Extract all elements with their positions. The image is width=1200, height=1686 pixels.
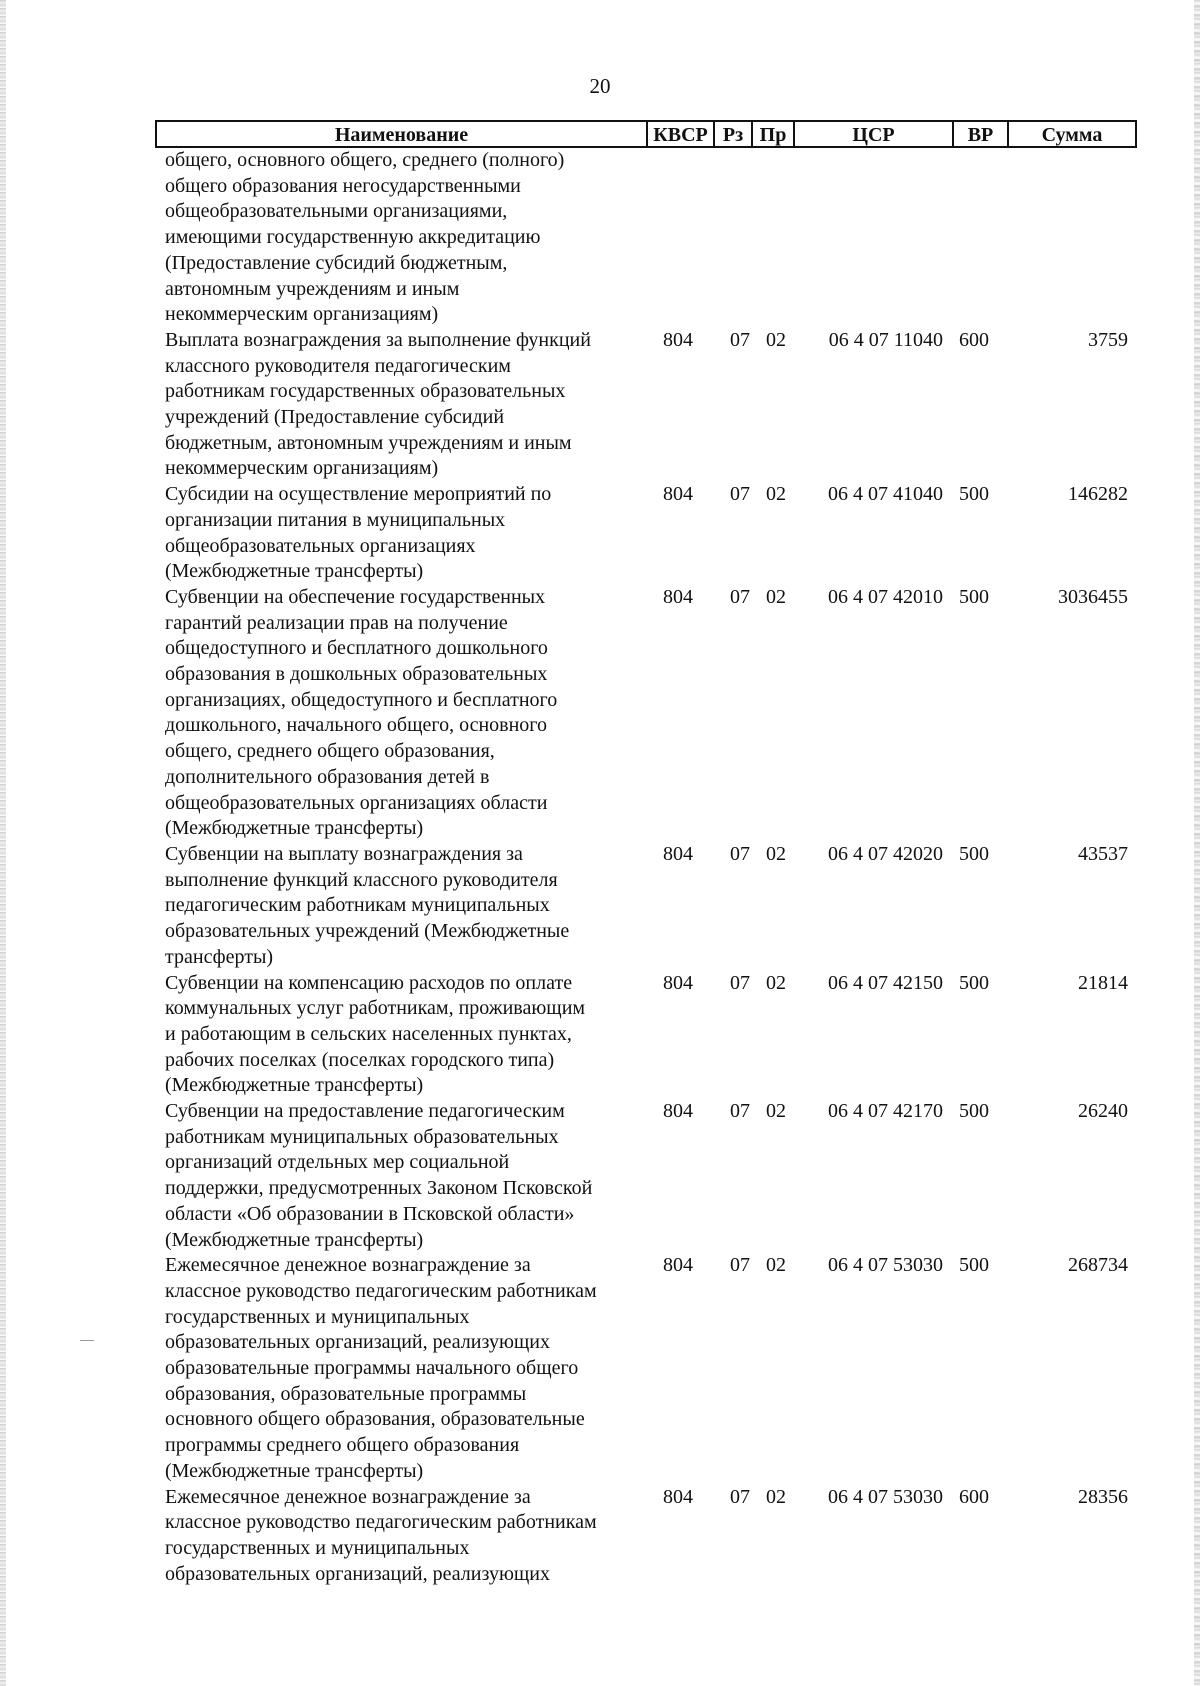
name-line: классного руководителя педагогическим — [165, 354, 511, 377]
cell-kvsr: 804 — [663, 1100, 693, 1123]
name-line: основного общего образования, образовательные — [165, 1408, 585, 1431]
name-line: общеобразовательных организациях — [165, 534, 476, 557]
table-row — [156, 328, 1136, 482]
name-line: общего, основного общего, среднего (полного) — [165, 149, 565, 171]
name-line: Выплата вознаграждения за выполнение функций — [165, 328, 591, 351]
cell-sum: 146282 — [1068, 483, 1128, 506]
cell-name — [156, 585, 647, 842]
cell-vr: 600 — [959, 328, 989, 351]
cell-name — [156, 328, 647, 482]
cell-pr: 02 — [766, 1254, 786, 1277]
cell-kvsr: 804 — [663, 842, 693, 865]
scan-edge-left — [0, 0, 6, 1686]
name-line: работникам муниципальных образовательных — [165, 1125, 559, 1148]
name-line: выполнение функций классного руководителя — [165, 868, 558, 891]
cell-kvsr — [647, 147, 714, 328]
cell-sum: 3036455 — [1058, 585, 1128, 608]
cell-vr: 500 — [959, 971, 989, 994]
table-header — [156, 121, 1136, 147]
name-line: поддержки, предусмотренных Законом Псковской — [165, 1177, 593, 1200]
name-line: образовательных учреждений (Межбюджетные — [165, 920, 570, 943]
name-line: Ежемесячное денежное вознаграждение за — [165, 1254, 531, 1277]
header-pr: Пр — [752, 121, 794, 147]
name-line: бюджетным, автономным учреждениям и иным — [165, 431, 572, 454]
cell-csr: 06 4 07 41040 — [828, 483, 943, 506]
cell-rz: 07 — [730, 1485, 750, 1508]
cell-rz: 07 — [730, 1100, 750, 1123]
cell-pr: 02 — [766, 971, 786, 994]
header-csr: ЦСР — [794, 121, 953, 147]
table-row — [156, 971, 1136, 1100]
name-line: рабочих поселках (поселках городского типа) — [165, 1048, 555, 1071]
table-row — [156, 842, 1136, 971]
cell-kvsr: 804 — [663, 585, 693, 608]
name-line: общеобразовательными организациями, — [165, 200, 508, 223]
name-line: и работающим в сельских населенных пунктах, — [165, 1022, 572, 1045]
name-line: организаций отдельных мер социальной — [165, 1151, 510, 1174]
name-line: (Межбюджетные трансферты) — [165, 560, 424, 583]
header-kvsr: КВСР — [647, 121, 714, 147]
cell-csr: 06 4 07 42170 — [828, 1100, 943, 1123]
name-line: коммунальных услуг работникам, проживающим — [165, 997, 586, 1020]
name-line: программы среднего общего образования — [165, 1434, 520, 1457]
table-row — [156, 1099, 1136, 1253]
name-line: педагогическим работникам муниципальных — [165, 894, 550, 917]
cell-vr: 500 — [959, 483, 989, 506]
cell-vr: 500 — [959, 842, 989, 865]
cell-sum: 43537 — [1078, 842, 1128, 865]
cell-csr — [794, 147, 953, 328]
name-line: образовательных организаций, реализующих — [165, 1331, 550, 1354]
cell-pr: 02 — [766, 1485, 786, 1508]
cell-kvsr: 804 — [663, 328, 693, 351]
cell-kvsr: 804 — [663, 483, 693, 506]
name-line: области «Об образовании в Псковской области» — [165, 1202, 575, 1225]
cell-csr: 06 4 07 42020 — [828, 842, 943, 865]
cell-vr: 500 — [959, 1100, 989, 1123]
name-line: образования, образовательные программы — [165, 1382, 527, 1405]
name-line: общего, среднего общего образования, — [165, 740, 495, 763]
cell-sum: 26240 — [1078, 1100, 1128, 1123]
name-line: трансферты) — [165, 945, 274, 968]
page-number: 20 — [589, 74, 611, 98]
table-row — [156, 147, 1136, 328]
name-line: (Межбюджетные трансферты) — [165, 1074, 424, 1097]
cell-name — [156, 1485, 647, 1588]
name-line: общеобразовательных организациях области — [165, 791, 548, 814]
table-row — [156, 1253, 1136, 1484]
name-line: Ежемесячное денежное вознаграждение за — [165, 1485, 531, 1508]
name-line: работникам государственных образовательных — [165, 380, 566, 403]
name-line: дошкольного, начального общего, основного — [165, 714, 548, 737]
name-line: образовательные программы начального общего — [165, 1357, 579, 1380]
cell-vr: 500 — [959, 1254, 989, 1277]
cell-csr: 06 4 07 53030 — [828, 1254, 943, 1277]
name-line: (Предоставление субсидий бюджетным, — [165, 251, 508, 274]
name-line: организации питания в муниципальных — [165, 508, 506, 531]
cell-csr: 06 4 07 42150 — [828, 971, 943, 994]
table-row — [156, 585, 1136, 842]
table-row — [156, 1485, 1136, 1588]
header-name: Наименование — [156, 121, 647, 147]
name-line: (Межбюджетные трансферты) — [165, 1228, 424, 1251]
cell-rz: 07 — [730, 585, 750, 608]
name-line: (Межбюджетные трансферты) — [165, 817, 424, 840]
cell-vr — [953, 147, 1008, 328]
name-line: Субвенции на компенсацию расходов по оплате — [165, 971, 573, 994]
cell-pr: 02 — [766, 328, 786, 351]
name-line: гарантий реализации прав на получение — [165, 611, 508, 634]
cell-pr: 02 — [766, 483, 786, 506]
name-line: Субсидии на осуществление мероприятий по — [165, 483, 552, 506]
cell-name — [156, 1099, 647, 1253]
name-line: Субвенции на обеспечение государственных — [165, 585, 546, 608]
cell-vr: 600 — [959, 1485, 989, 1508]
name-line: учреждений (Предоставление субсидий — [165, 406, 505, 429]
cell-kvsr: 804 — [663, 1485, 693, 1508]
name-line: Субвенции на выплату вознаграждения за — [165, 842, 523, 865]
name-line: (Межбюджетные трансферты) — [165, 1459, 424, 1482]
table-body — [156, 147, 1136, 1587]
name-line: классное руководство педагогическим работникам — [165, 1279, 597, 1302]
cell-rz: 07 — [730, 842, 750, 865]
header-rz: Рз — [714, 121, 752, 147]
header-sum: Сумма — [1008, 121, 1136, 147]
cell-sum — [1008, 147, 1136, 328]
name-line: государственных и муниципальных — [165, 1536, 470, 1559]
cell-pr: 02 — [766, 842, 786, 865]
name-line: общего образования негосударственными — [165, 174, 521, 197]
name-line: автономным учреждениям и иным — [165, 277, 460, 300]
name-line: организациях, общедоступного и бесплатного — [165, 688, 558, 711]
cell-sum: 3759 — [1088, 328, 1128, 351]
name-line: образовательных организаций, реализующих — [165, 1562, 550, 1585]
cell-csr: 06 4 07 42010 — [828, 585, 943, 608]
cell-name — [156, 842, 647, 971]
cell-rz: 07 — [730, 1254, 750, 1277]
cell-kvsr: 804 — [663, 971, 693, 994]
table-row — [156, 482, 1136, 585]
cell-name — [156, 971, 647, 1100]
name-line: некоммерческим организациям) — [165, 457, 439, 480]
budget-table — [155, 120, 1137, 1587]
cell-pr — [752, 147, 794, 328]
name-line: дополнительного образования детей в — [165, 765, 490, 788]
cell-sum: 21814 — [1078, 971, 1128, 994]
cell-csr: 06 4 07 11040 — [828, 328, 943, 351]
header-vr: ВР — [953, 121, 1008, 147]
cell-name — [156, 1253, 647, 1484]
cell-name — [156, 482, 647, 585]
cell-rz: 07 — [730, 483, 750, 506]
cell-csr: 06 4 07 53030 — [828, 1485, 943, 1508]
cell-sum: 28356 — [1078, 1485, 1128, 1508]
cell-sum: 268734 — [1068, 1254, 1128, 1277]
cell-rz: 07 — [730, 971, 750, 994]
cell-name — [156, 147, 647, 328]
cell-vr: 500 — [959, 585, 989, 608]
name-line: классное руководство педагогическим работникам — [165, 1511, 597, 1534]
name-line: общедоступного и бесплатного дошкольного — [165, 637, 548, 660]
name-line: образования в дошкольных образовательных — [165, 663, 548, 686]
name-line: государственных и муниципальных — [165, 1305, 470, 1328]
cell-rz — [714, 147, 752, 328]
name-line: Субвенции на предоставление педагогическим — [165, 1100, 565, 1123]
cell-pr: 02 — [766, 1100, 786, 1123]
cell-rz: 07 — [730, 328, 750, 351]
cell-kvsr: 804 — [663, 1254, 693, 1277]
margin-mark — [80, 1340, 94, 1341]
name-line: некоммерческим организациям) — [165, 303, 439, 326]
cell-pr: 02 — [766, 585, 786, 608]
scan-edge-right — [1194, 0, 1200, 1686]
name-line: имеющими государственную аккредитацию — [165, 226, 541, 249]
